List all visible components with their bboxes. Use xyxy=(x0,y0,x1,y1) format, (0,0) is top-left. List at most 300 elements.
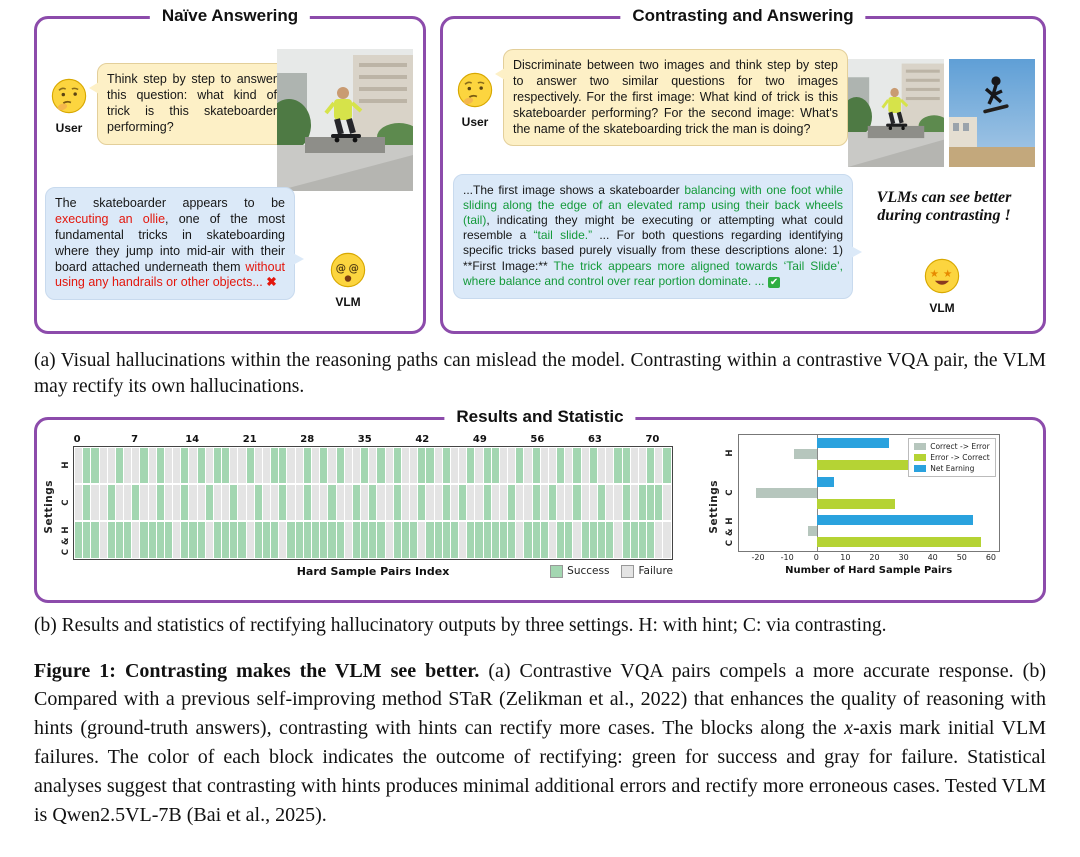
bar-xlabel: Number of Hard Sample Pairs xyxy=(785,564,953,576)
strip-cell xyxy=(655,448,662,483)
skateboard-photo-1 xyxy=(848,59,944,167)
strip-cell xyxy=(181,522,188,557)
legend-label: Correct -> Error xyxy=(930,441,990,451)
strip-cell xyxy=(582,448,589,483)
strip-cell xyxy=(663,448,670,483)
results-charts xyxy=(37,420,1043,587)
legend-item xyxy=(914,442,989,451)
strip-cell xyxy=(361,448,368,483)
x-tick-label: 56 xyxy=(530,433,545,445)
strip-cell xyxy=(238,522,245,557)
bar-row-label xyxy=(723,434,738,473)
strip-cell xyxy=(337,522,344,557)
strip-cell xyxy=(132,522,139,557)
strip-cell xyxy=(369,485,376,520)
strip-cell xyxy=(353,448,360,483)
strip-cell xyxy=(189,485,196,520)
text-segment-bold: Figure 1: Contrasting makes the VLM see better. xyxy=(34,659,480,682)
strip-cell xyxy=(484,448,491,483)
strip-cell xyxy=(312,522,319,557)
strip-cell xyxy=(598,485,605,520)
strip-cell xyxy=(614,522,621,557)
strip-cell xyxy=(83,522,90,557)
row-label-text: C & H xyxy=(60,526,71,556)
strip-ylabel: Settings xyxy=(43,480,55,534)
strip-row-label xyxy=(58,446,73,484)
strip-cell xyxy=(238,448,245,483)
strip-cell xyxy=(524,485,531,520)
contrast-photos xyxy=(848,59,1035,167)
strip-cell xyxy=(312,448,319,483)
user-label-contrast: User xyxy=(461,115,489,129)
strip-cell xyxy=(377,448,384,483)
strip-cell xyxy=(508,485,515,520)
x-tick-label: 70 xyxy=(645,433,660,445)
strip-cell xyxy=(247,448,254,483)
naive-prompt-bubble xyxy=(97,63,287,145)
strip-cell xyxy=(296,485,303,520)
strip-cell xyxy=(639,448,646,483)
strip-cell xyxy=(394,448,401,483)
strip-cell xyxy=(533,485,540,520)
bar-error-correct-H xyxy=(817,460,912,470)
strip-row-H xyxy=(75,448,671,483)
strip-cell xyxy=(91,448,98,483)
strip-cell xyxy=(459,485,466,520)
strip-cell xyxy=(206,448,213,483)
legend-item xyxy=(914,464,989,473)
strip-cell xyxy=(345,522,352,557)
strip-cell xyxy=(214,448,221,483)
x-tick-label: 35 xyxy=(357,433,372,445)
svg-text:@: @ xyxy=(348,262,359,275)
strip-cell xyxy=(165,522,172,557)
strip-cell xyxy=(189,522,196,557)
strip-plot-column xyxy=(73,432,673,583)
strip-cell xyxy=(500,485,507,520)
bar-correct-error-H xyxy=(794,449,817,459)
strip-cell xyxy=(418,522,425,557)
strip-cell xyxy=(402,448,409,483)
x-tick-label: 10 xyxy=(840,552,851,562)
strip-cell xyxy=(426,448,433,483)
strip-cell xyxy=(206,485,213,520)
strip-cell xyxy=(230,485,237,520)
strip-cell xyxy=(83,448,90,483)
strip-cell xyxy=(606,448,613,483)
strip-cell xyxy=(541,485,548,520)
strip-cell xyxy=(614,448,621,483)
strip-cell xyxy=(214,485,221,520)
x-tick-label: 21 xyxy=(242,433,257,445)
strip-cell xyxy=(443,485,450,520)
legend-item xyxy=(550,565,609,578)
strip-row-C xyxy=(75,485,671,520)
strip-cell xyxy=(565,448,572,483)
strip-cell xyxy=(75,522,82,557)
strip-cell xyxy=(451,485,458,520)
x-tick-label: -10 xyxy=(780,552,794,562)
bar-correct-error-C xyxy=(756,488,817,498)
svg-text:★: ★ xyxy=(942,267,953,280)
strip-cell xyxy=(443,522,450,557)
user-thinking-emoji xyxy=(50,77,88,115)
strip-cell xyxy=(173,448,180,483)
strip-cell xyxy=(459,448,466,483)
bar-row-label xyxy=(723,512,738,551)
strip-cell xyxy=(386,448,393,483)
strip-cell xyxy=(263,522,270,557)
strip-xlabel: Hard Sample Pairs Index xyxy=(296,564,450,578)
bar-net-earning-H xyxy=(817,438,889,448)
strip-cell xyxy=(435,448,442,483)
bar-net-earning-C&H xyxy=(817,515,973,525)
strip-cell xyxy=(108,448,115,483)
strip-cell xyxy=(263,485,270,520)
text-segment-green: balancing with one foot while sliding along the edge of an elevated ramp using their back wheels (tail) xyxy=(463,183,843,228)
strip-cell xyxy=(557,448,564,483)
bar-ylabel-wrap xyxy=(708,432,723,583)
strip-cell xyxy=(132,485,139,520)
strip-bottom-row xyxy=(73,565,673,583)
strip-cell xyxy=(83,485,90,520)
strip-cell xyxy=(467,522,474,557)
contrast-response-bubble xyxy=(453,174,853,299)
strip-cell xyxy=(361,485,368,520)
strip-cell xyxy=(631,522,638,557)
strip-cell xyxy=(508,448,515,483)
strip-cell xyxy=(271,485,278,520)
strip-cell xyxy=(606,485,613,520)
strip-cell xyxy=(222,485,229,520)
strip-cell xyxy=(631,448,638,483)
strip-cell xyxy=(573,485,580,520)
strip-cell xyxy=(533,448,540,483)
strip-cell xyxy=(451,522,458,557)
legend-label: Failure xyxy=(638,565,673,578)
figure-caption xyxy=(34,657,1046,830)
strip-cell xyxy=(108,522,115,557)
naive-answering-panel xyxy=(34,6,426,334)
strip-cell xyxy=(304,448,311,483)
strip-cell xyxy=(394,522,401,557)
strip-cell xyxy=(132,448,139,483)
strip-cell xyxy=(287,448,294,483)
bar-x-ticks xyxy=(738,552,1000,564)
contrasting-answering-panel xyxy=(440,6,1046,334)
x-tick-label: 49 xyxy=(472,433,487,445)
strip-cell xyxy=(149,448,156,483)
bar-row-labels xyxy=(723,434,738,552)
strip-cell xyxy=(247,522,254,557)
strip-cell xyxy=(165,485,172,520)
row-label-text: H xyxy=(725,449,736,458)
bar-net-earning-C xyxy=(817,477,834,487)
strip-cell xyxy=(516,448,523,483)
strip-chart xyxy=(43,432,700,583)
x-tick-label: 40 xyxy=(927,552,938,562)
strip-cell xyxy=(467,485,474,520)
strip-cell xyxy=(623,485,630,520)
strip-cell xyxy=(287,485,294,520)
user-avatar-block xyxy=(46,77,92,135)
strip-cell xyxy=(451,448,458,483)
strip-cell xyxy=(410,448,417,483)
text-segment-plain: ...The first image shows a skateboarder xyxy=(463,183,685,197)
strip-cell xyxy=(296,448,303,483)
strip-cell xyxy=(353,485,360,520)
strip-cell xyxy=(565,485,572,520)
legend-swatch xyxy=(914,465,926,472)
strip-cell xyxy=(337,485,344,520)
contrast-prompt-bubble xyxy=(503,49,848,146)
naive-response-bubble xyxy=(45,187,295,300)
vlm-starstruck-emoji xyxy=(923,257,961,295)
strip-cell xyxy=(459,522,466,557)
strip-cell xyxy=(230,522,237,557)
strip-cell xyxy=(181,448,188,483)
text-segment-green: The trick appears more aligned towards ‘Tail Slide’, where balance and control over rear portion dominate. ... xyxy=(463,258,843,288)
text-segment-red-x: ✖ xyxy=(266,275,277,290)
strip-cell xyxy=(140,448,147,483)
skateboard-photo-1 xyxy=(277,49,413,191)
strip-cell xyxy=(402,522,409,557)
strip-cell xyxy=(100,485,107,520)
strip-cell xyxy=(549,485,556,520)
strip-cell xyxy=(369,522,376,557)
strip-cell xyxy=(198,485,205,520)
strip-cell xyxy=(124,522,131,557)
strip-cell xyxy=(100,522,107,557)
vlm-avatar-block-naive xyxy=(325,251,371,309)
strip-cell xyxy=(124,448,131,483)
text-segment-red: executing an ollie xyxy=(55,211,166,226)
strip-cell xyxy=(557,522,564,557)
caption-b: (b) Results and statistics of rectifying hallucinatory outputs by three settings. H: with hint; C: via contrasting. xyxy=(34,614,887,636)
text-segment-green-check: ✔ xyxy=(769,276,779,288)
bar-correct-error-C&H xyxy=(808,526,817,536)
strip-cell xyxy=(116,522,123,557)
strip-cell xyxy=(263,448,270,483)
strip-cell xyxy=(590,485,597,520)
strip-cell xyxy=(524,522,531,557)
strip-cell xyxy=(475,485,482,520)
strip-cell xyxy=(312,485,319,520)
row-label-text: C xyxy=(60,499,71,506)
strip-cell xyxy=(557,485,564,520)
strip-cell xyxy=(116,485,123,520)
x-tick-label: 14 xyxy=(185,433,200,445)
zero-axis-line xyxy=(817,435,818,551)
strip-cell xyxy=(655,522,662,557)
strip-cell xyxy=(647,522,654,557)
legend-swatch xyxy=(550,565,563,578)
strip-cell xyxy=(287,522,294,557)
skateboard-photo-1-image xyxy=(277,49,413,191)
strip-cell xyxy=(140,522,147,557)
strip-cell xyxy=(222,448,229,483)
bar-plot xyxy=(738,434,1000,552)
user-label: User xyxy=(55,121,83,135)
row-label-text: H xyxy=(60,460,71,469)
strip-x-ticks xyxy=(73,432,673,446)
strip-cell xyxy=(255,522,262,557)
strip-cell xyxy=(328,485,335,520)
strip-cell xyxy=(377,485,384,520)
x-tick-label: -20 xyxy=(751,552,765,562)
strip-row-label xyxy=(58,484,73,522)
strip-cell xyxy=(173,522,180,557)
contrast-panel-title: Contrasting and Answering xyxy=(620,6,865,26)
naive-panel-title: Naïve Answering xyxy=(150,6,310,26)
strip-cell xyxy=(426,485,433,520)
strip-cell xyxy=(533,522,540,557)
strip-cell xyxy=(541,522,548,557)
text-segment-plain: (a) Contrastive VQA pairs compels a more accurate response. (b) Compared with a previous self-improving method STaR (Zelikman et al., 2022) that enhances the quality of reasoning with hints (ground-truth answers), contrasting with hints can rectify more cases. The blocks along the xyxy=(34,659,1046,740)
text-segment-italic: x xyxy=(844,717,853,740)
strip-cell xyxy=(606,522,613,557)
bar-chart xyxy=(708,432,1035,583)
strip-row-labels xyxy=(58,446,73,560)
legend-label: Error -> Correct xyxy=(930,452,990,462)
strip-cell xyxy=(402,485,409,520)
caption-a: (a) Visual hallucinations within the reasoning paths can mislead the model. Contrasting within a contrastive VQA pair, the VLM may rectify its own hallucinations. xyxy=(34,350,1046,398)
x-tick-label: 0 xyxy=(813,552,819,562)
strip-cell xyxy=(304,522,311,557)
strip-cell xyxy=(165,448,172,483)
strip-cell xyxy=(328,448,335,483)
strip-cell xyxy=(524,448,531,483)
legend-item xyxy=(914,453,989,462)
strip-cell xyxy=(198,522,205,557)
strip-cell xyxy=(304,485,311,520)
strip-cell xyxy=(590,448,597,483)
row-label-text: C xyxy=(725,489,736,496)
text-segment-plain: ... For both questions regarding identifying specific tricks based purely visually from these descriptions alone: 1) **First Image:** xyxy=(463,228,844,273)
strip-cell xyxy=(206,522,213,557)
strip-cell xyxy=(108,485,115,520)
text-segment-plain: The skateboarder appears to be xyxy=(55,196,285,210)
strip-cell xyxy=(623,522,630,557)
strip-cell xyxy=(500,522,507,557)
strip-cell xyxy=(271,448,278,483)
x-tick-label: 7 xyxy=(131,433,139,445)
legend-label: Net Earning xyxy=(930,463,975,473)
strip-cell xyxy=(377,522,384,557)
strip-cell xyxy=(198,448,205,483)
strip-cell xyxy=(320,522,327,557)
strip-cell xyxy=(75,448,82,483)
text-segment-green: “tail slide.” xyxy=(533,228,593,243)
strip-cell xyxy=(247,485,254,520)
naive-prompt-text: Think step by step to answer this question: what kind of trick is this skateboarder performing? xyxy=(107,72,277,134)
strip-cell xyxy=(100,448,107,483)
x-tick-label: 63 xyxy=(587,433,602,445)
vlm-label-contrast: VLM xyxy=(929,301,955,315)
strip-cell xyxy=(361,522,368,557)
legend-item xyxy=(621,565,673,578)
strip-cell xyxy=(140,485,147,520)
strip-cell xyxy=(639,522,646,557)
x-tick-label: 60 xyxy=(985,552,997,562)
contrast-prompt-text: Discriminate between two images and think step by step to answer two similar questions for two images respectively. For the first image: What kind of trick is this skateboarder performing? For the second image: What's the name of the skateboarding trick the man is doing? xyxy=(513,58,838,136)
strip-cell xyxy=(91,522,98,557)
strip-cell xyxy=(238,485,245,520)
vlm-avatar-block-contrast xyxy=(919,257,965,315)
qa-panels-row xyxy=(34,6,1046,334)
strip-legend xyxy=(550,565,673,578)
bar-error-correct-C xyxy=(817,499,895,509)
x-tick-label: 0 xyxy=(73,433,81,445)
strip-cell xyxy=(614,485,621,520)
strip-cell xyxy=(345,448,352,483)
strip-cell xyxy=(255,485,262,520)
bar-ylabel: Settings xyxy=(707,480,720,534)
strip-cell xyxy=(386,522,393,557)
x-tick-label: 30 xyxy=(898,552,909,562)
strip-cell xyxy=(598,522,605,557)
strip-cell xyxy=(484,485,491,520)
strip-cell xyxy=(214,522,221,557)
strip-cell xyxy=(647,485,654,520)
strip-cell xyxy=(91,485,98,520)
x-tick-label: 28 xyxy=(300,433,315,445)
text-segment-plain: , one of the most fundamental tricks in skateboarding where they jump into mid-air with their board attached underneath them xyxy=(55,211,285,274)
user-avatar-block-contrast xyxy=(452,71,498,129)
results-panel xyxy=(34,406,1046,603)
contrast-note: VLMs can see better during contrasting ! xyxy=(876,189,1012,224)
strip-cell xyxy=(492,448,499,483)
strip-cell xyxy=(149,522,156,557)
strip-cell xyxy=(271,522,278,557)
strip-cell xyxy=(549,448,556,483)
strip-cell xyxy=(124,485,131,520)
strip-cell xyxy=(222,522,229,557)
strip-cell xyxy=(549,522,556,557)
strip-cell xyxy=(492,485,499,520)
strip-cell xyxy=(173,485,180,520)
strip-cell xyxy=(181,485,188,520)
strip-cell xyxy=(394,485,401,520)
strip-cell xyxy=(157,485,164,520)
strip-cell xyxy=(320,485,327,520)
strip-ylabel-wrap xyxy=(43,432,58,583)
row-label-text: C & H xyxy=(725,517,736,547)
strip-cell xyxy=(500,448,507,483)
strip-cell xyxy=(279,448,286,483)
strip-cell xyxy=(75,485,82,520)
strip-cell xyxy=(516,522,523,557)
x-tick-label: 42 xyxy=(415,433,430,445)
bar-plot-column xyxy=(738,432,1000,583)
strip-cell xyxy=(386,485,393,520)
strip-cell xyxy=(541,448,548,483)
strip-cell xyxy=(157,522,164,557)
strip-cell xyxy=(328,522,335,557)
strip-cell xyxy=(565,522,572,557)
strip-cell xyxy=(663,485,670,520)
legend-swatch xyxy=(621,565,634,578)
strip-cell xyxy=(418,448,425,483)
strip-cell xyxy=(435,522,442,557)
bar-row-label xyxy=(723,473,738,512)
svg-text:@: @ xyxy=(335,262,347,275)
strip-cell xyxy=(279,522,286,557)
strip-cell xyxy=(149,485,156,520)
strip-cell xyxy=(279,485,286,520)
strip-cell xyxy=(345,485,352,520)
strip-cell xyxy=(516,485,523,520)
